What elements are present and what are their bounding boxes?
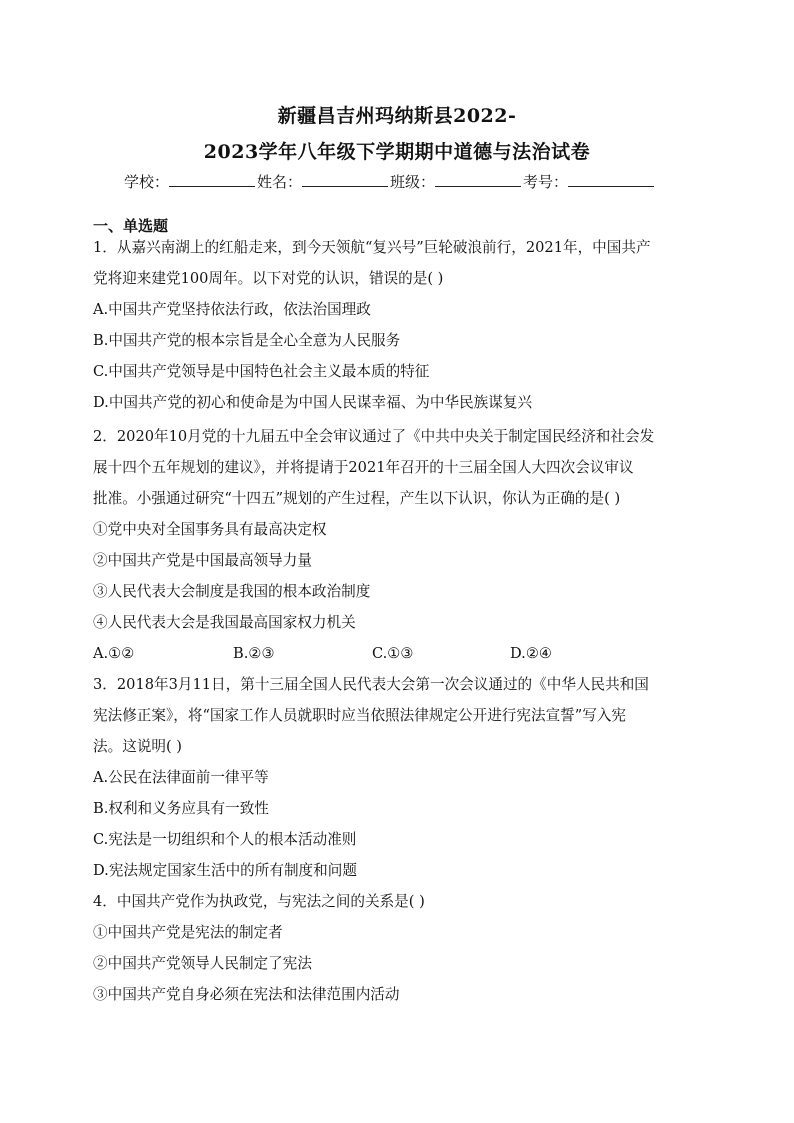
q3-option-a[interactable]: A.公民在法律面前一律平等: [93, 769, 269, 786]
q1-stem-line2: 党将迎来建党100周年。以下对党的认识，错误的是( ): [93, 270, 444, 287]
q2-option-d[interactable]: D.②④: [510, 645, 552, 662]
exam-title-line2: 2023学年八年级下学期期中道德与法治试卷: [203, 141, 591, 163]
q2-item-1: ①党中央对全国事务具有最高决定权: [93, 521, 327, 538]
name-blank[interactable]: [302, 172, 388, 187]
q1-option-b[interactable]: B.中国共产党的根本宗旨是全心全意为人民服务: [93, 332, 401, 349]
q3-option-d[interactable]: D.宪法规定国家生活中的所有制度和问题: [93, 862, 357, 879]
q2-stem-line3: 批准。小强通过研究“十四五”规划的产生过程，产生以下认识，你认为正确的是( ): [93, 490, 621, 507]
exam-number-label: 考号：: [523, 173, 569, 191]
q2-item-3: ③人民代表大会制度是我国的根本政治制度: [93, 583, 371, 600]
q3-stem-line3: 法。这说明( ): [93, 738, 182, 755]
class-label: 班级：: [390, 173, 436, 191]
exam-title-line1: 新疆昌吉州玛纳斯县2022-: [277, 105, 517, 127]
q1-option-a[interactable]: A.中国共产党坚持依法行政，依法治国理政: [93, 301, 371, 318]
q2-item-2: ②中国共产党是中国最高领导力量: [93, 552, 312, 569]
student-info-row: [124, 172, 656, 191]
q4-stem-line1: 4．中国共产党作为执政党，与宪法之间的关系是( ): [93, 893, 425, 910]
q2-stem-line1: 2．2020年10月党的十九届五中全会审议通过了《中共中央关于制定国民经济和社会发: [93, 428, 655, 445]
q4-item-1: ①中国共产党是宪法的制定者: [93, 924, 283, 941]
q2-option-c[interactable]: C.①③: [372, 645, 414, 662]
section-title: 一、单选题: [93, 217, 169, 235]
name-label: 姓名：: [257, 173, 303, 191]
q3-stem-line2: 宪法修正案》，将“国家工作人员就职时应当依照法律规定公开进行宪法宣誓”写入宪: [93, 707, 626, 724]
class-blank[interactable]: [435, 172, 521, 187]
q2-option-a[interactable]: A.①②: [93, 645, 135, 662]
q3-option-b[interactable]: B.权利和义务应具有一致性: [93, 800, 269, 817]
q2-stem-line2: 展十四个五年规划的建议》，并将提请于2021年召开的十三届全国人大四次会议审议: [93, 459, 634, 476]
exam-number-blank[interactable]: [568, 172, 654, 187]
q1-option-c[interactable]: C.中国共产党领导是中国特色社会主义最本质的特征: [93, 363, 430, 380]
q2-item-4: ④人民代表大会是我国最高国家权力机关: [93, 614, 356, 631]
school-blank[interactable]: [169, 172, 255, 187]
q3-option-c[interactable]: C.宪法是一切组织和个人的根本活动准则: [93, 831, 357, 848]
school-label: 学校：: [124, 173, 170, 191]
q2-option-b[interactable]: B.②③: [233, 645, 275, 662]
q1-stem-line1: 1．从嘉兴南湖上的红船走来，到今天领航“复兴号”巨轮破浪前行，2021年，中国共产: [93, 239, 651, 256]
q1-option-d[interactable]: D.中国共产党的初心和使命是为中国人民谋幸福、为中华民族谋复兴: [93, 394, 533, 411]
q4-item-3: ③中国共产党自身必须在宪法和法律范围内活动: [93, 986, 400, 1003]
q3-stem-line1: 3．2018年3月11日，第十三届全国人民代表大会第一次会议通过的《中华人民共和国: [93, 676, 649, 693]
q4-item-2: ②中国共产党领导人民制定了宪法: [93, 955, 312, 972]
